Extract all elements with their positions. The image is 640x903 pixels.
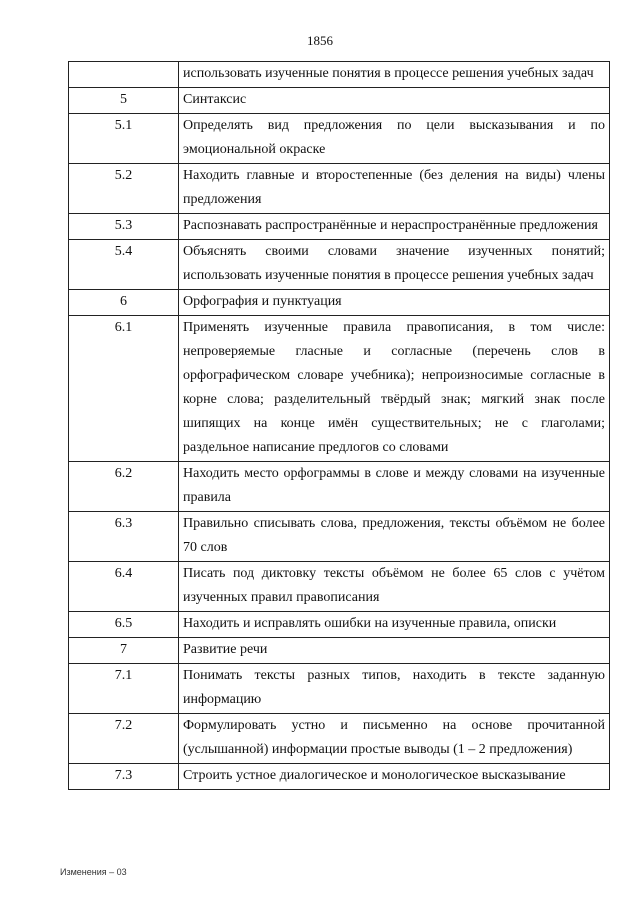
row-text: Писать под диктовку тексты объёмом не более 65 слов с учётом изученных правил правописания xyxy=(179,562,610,612)
table-row xyxy=(69,164,610,214)
table-row xyxy=(69,240,610,290)
table-row xyxy=(69,512,610,562)
row-number: 7.1 xyxy=(69,664,179,714)
row-text: Находить место орфограммы в слове и между словами на изученные правила xyxy=(179,462,610,512)
row-text: Распознавать распространённые и нераспространённые предложения xyxy=(179,214,610,240)
table-row xyxy=(69,114,610,164)
row-number: 7 xyxy=(69,638,179,664)
row-number: 6.1 xyxy=(69,316,179,462)
row-number: 7.2 xyxy=(69,714,179,764)
table-row xyxy=(69,714,610,764)
row-text: Находить главные и второстепенные (без деления на виды) члены предложения xyxy=(179,164,610,214)
table-row xyxy=(69,664,610,714)
row-text: Находить и исправлять ошибки на изученные правила, описки xyxy=(179,612,610,638)
row-number: 6.3 xyxy=(69,512,179,562)
table-row xyxy=(69,88,610,114)
row-number: 7.3 xyxy=(69,764,179,790)
row-number: 6 xyxy=(69,290,179,316)
table-row xyxy=(69,462,610,512)
row-text: Развитие речи xyxy=(179,638,610,664)
row-text: Синтаксис xyxy=(179,88,610,114)
page-number: 1856 xyxy=(307,33,333,48)
row-number: 5.2 xyxy=(69,164,179,214)
row-text: Формулировать устно и письменно на основе прочитанной (услышанной) информации простые выводы (1 – 2 предложения) xyxy=(179,714,610,764)
row-number: 6.4 xyxy=(69,562,179,612)
row-number: 5.4 xyxy=(69,240,179,290)
table-row xyxy=(69,214,610,240)
row-number: 6.2 xyxy=(69,462,179,512)
table-row xyxy=(69,316,610,462)
row-text: использовать изученные понятия в процессе решения учебных задач xyxy=(179,62,610,88)
table-row xyxy=(69,562,610,612)
row-number: 6.5 xyxy=(69,612,179,638)
requirements-table xyxy=(68,61,610,790)
row-number: 5.1 xyxy=(69,114,179,164)
row-text: Правильно списывать слова, предложения, тексты объёмом не более 70 слов xyxy=(179,512,610,562)
row-text: Объяснять своими словами значение изученных понятий; использовать изученные понятия в процессе решения учебных задач xyxy=(179,240,610,290)
row-number xyxy=(69,62,179,88)
row-text: Применять изученные правила правописания, в том числе: непроверяемые гласные и согласные (перечень слов в орфографическом словаре учебника); непроизносимые согласные в корне слова; разделительный твёрдый знак; мягкий знак после шипящих на конце имён существительных; не с глаголами; раздельное написание предлогов со словами xyxy=(179,316,610,462)
row-text: Понимать тексты разных типов, находить в тексте заданную информацию xyxy=(179,664,610,714)
table-row xyxy=(69,638,610,664)
table-row xyxy=(69,612,610,638)
row-number: 5 xyxy=(69,88,179,114)
table-row xyxy=(69,62,610,88)
row-number: 5.3 xyxy=(69,214,179,240)
row-text: Строить устное диалогическое и монологическое высказывание xyxy=(179,764,610,790)
table-row xyxy=(69,290,610,316)
row-text: Определять вид предложения по цели высказывания и по эмоциональной окраске xyxy=(179,114,610,164)
row-text: Орфография и пунктуация xyxy=(179,290,610,316)
table-row xyxy=(69,764,610,790)
requirements-table-body xyxy=(69,62,610,790)
footer-revision: Изменения – 03 xyxy=(60,867,127,877)
